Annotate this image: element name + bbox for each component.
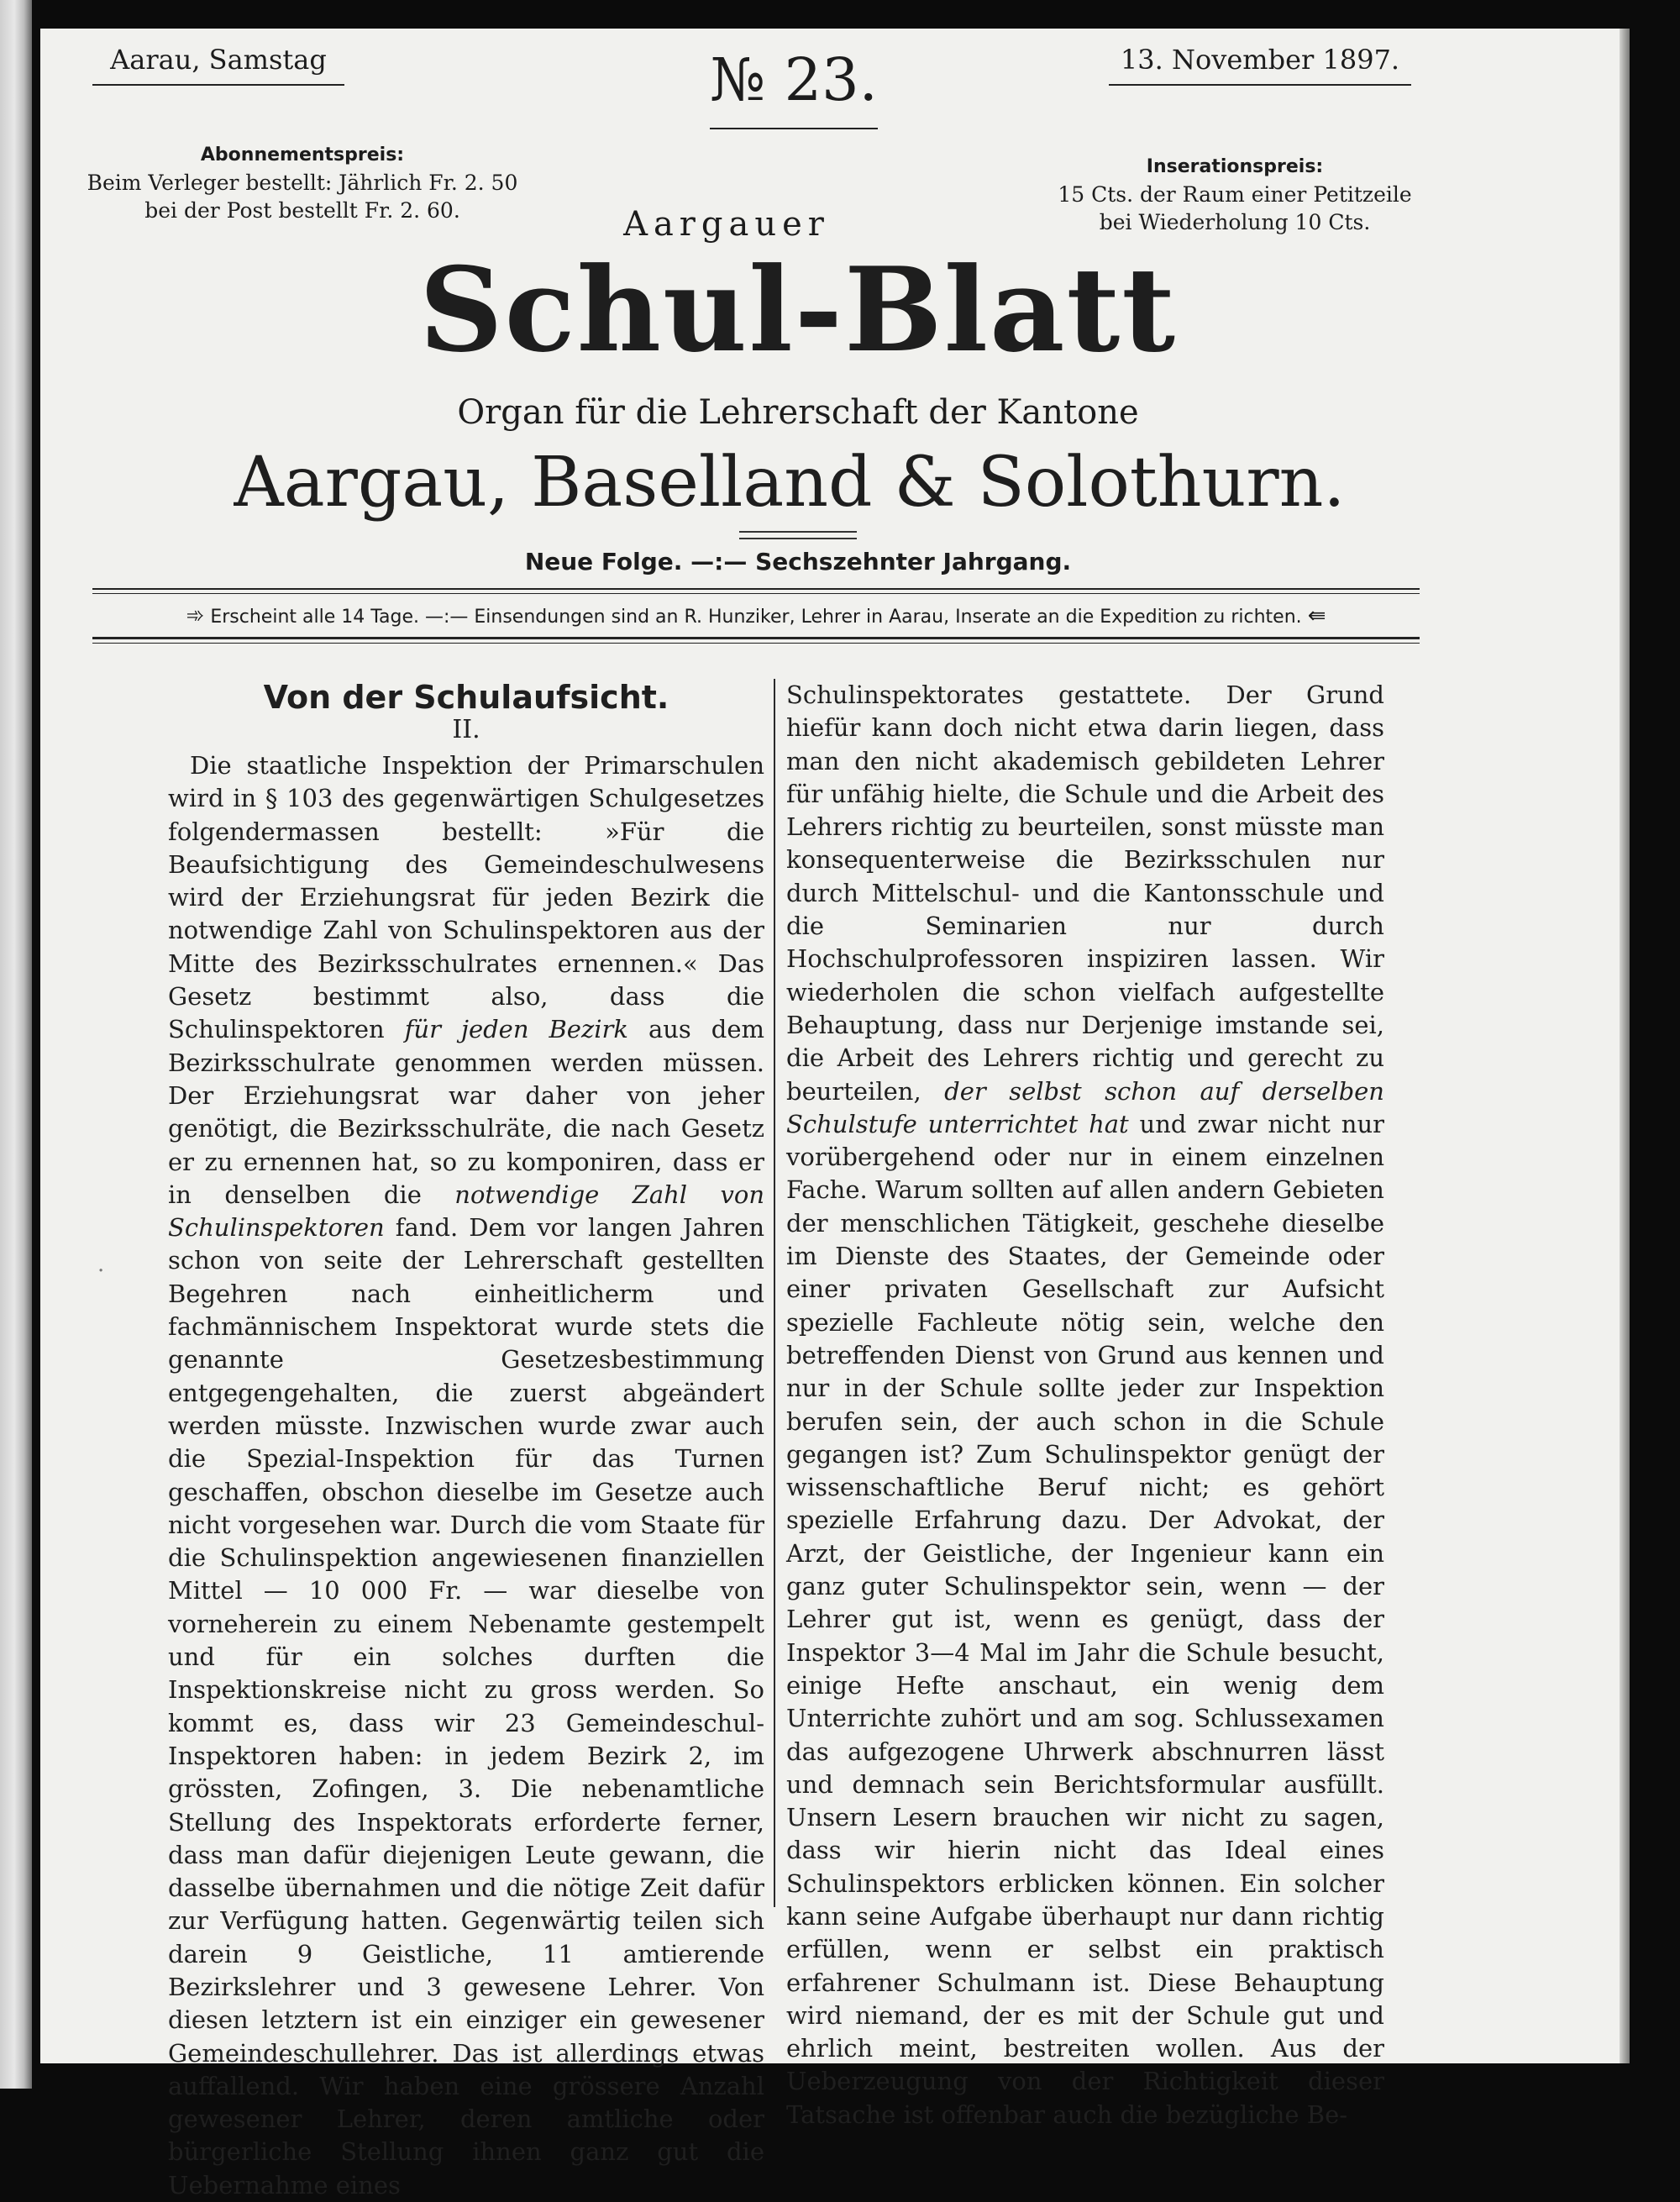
subscription-line-2: bei der Post bestellt Fr. 2. 60.	[144, 198, 460, 223]
article-paragraph: Die staatliche Inspektion der Primarschulen wird in § 103 des gegenwärtigen Schulgesetzes folgendermassen bestellt: »Für die Beaufsichtigung des Gemeindeschulwesens wird der Erziehungsrat für jeden Bezirk die notwendige Zahl von Schulinspektoren aus der Mitte des Bezirksschulrates ernennen.« Das Gesetz bestimmt also, dass die Schulinspektoren für jeden Bezirk aus dem Bezirksschulrate genommen werden müssen. Der Erziehungsrat war daher von jeher genötigt, die Bezirksschulräte, die nach Gesetz er zu ernennen hat, so zu komponiren, dass er in denselben die notwendige Zahl von Schulinspektoren fand. Dem vor langen Jahren schon von seite der Lehrerschaft gestellten Begehren nach einheitlicherm und fachmännischem Inspektorat wurde stets die genannte Gesetzesbestimmung entgegengehalten, die zuerst abgeändert werden müsste. Inzwischen wurde zwar auch die Spezial-Inspektion für das Turnen geschaffen, obschon dieselbe im Gesetze auch nicht vorgesehen war. Durch die vom Staate für die Schulinspektion angewiesenen finanziellen Mittel — 10 000 Fr. — war dieselbe von vorneherein zu einem Nebenamte gestempelt und für ein solches durften die Inspektionskreise nicht zu gross werden. So kommt es, dass wir 23 Gemeindeschul-Inspektoren haben: in jedem Bezirk 2, im grössten, Zofingen, 3. Die nebenamtliche Stellung des Inspektorats erforderte ferner, dass man dafür diejenigen Leute gewann, die dasselbe übernahmen und die nötige Zeit dafür zur Verfügung hatten. Gegenwärtig teilen sich darein 9 Geistliche, 11 amtierende Bezirkslehrer und 3 gewesene Lehrer. Von diesen letztern ist ein einziger ein gewesener Gemeindeschullehrer. Das ist allerdings etwas auffallend. Wir haben eine grössere Anzahl gewesener Lehrer, deren amtliche oder bürgerliche Stellung ihnen ganz gut die Uebernahme eines	[168, 751, 765, 2199]
notice-band-top-rule	[92, 588, 1420, 594]
series-line: Neue Folge. —:— Sechszehnter Jahrgang.	[524, 548, 1072, 575]
book-binding-edge	[0, 0, 32, 2089]
page-edge-shadow	[1620, 29, 1630, 2063]
insertion-line-1: 15 Cts. der Raum einer Petitzeile	[1058, 182, 1412, 207]
insertion-line-2: bei Wiederholung 10 Cts.	[1099, 210, 1371, 234]
notice-band	[92, 603, 1420, 628]
issue-number-rule	[710, 128, 878, 129]
pointing-hand-left-icon: ⇚	[1307, 603, 1326, 628]
notice-band-text: Erscheint alle 14 Tage. —:— Einsendungen sind an R. Hunziker, Lehrer in Aarau, Inserate an die Expedition zu richten.	[210, 607, 1302, 628]
paper-title: Schul-Blatt	[418, 241, 1178, 378]
pointing-hand-right-icon: ➾	[186, 603, 205, 628]
masthead-date: 13. November 1897.	[1109, 44, 1411, 86]
article-title: Von der Schulaufsicht.	[263, 679, 669, 716]
print-speck: ·	[97, 1259, 105, 1284]
masthead-place-day: Aarau, Samstag	[92, 44, 344, 86]
article-paragraph-continued: Schulinspektorates gestattete. Der Grund hiefür kann doch nicht etwa darin liegen, dass man den nicht akademisch gebildeten Lehrer für unfähig hielte, die Schule und die Arbeit des Lehrers richtig zu beurteilen, sonst müsste man konsequenterweise die Bezirksschulen nur durch Mittelschul- und die Kantonsschule und die Seminarien nur durch Hochschulprofessoren inspiziren lassen. Wir wiederholen die schon vielfach aufgestellte Behauptung, dass nur Derjenige imstande sei, die Arbeit des Lehrers richtig und gerecht zu beurteilen, der selbst schon auf derselben Schulstufe unterrichtet hat und zwar nicht nur vorübergehend oder nur in einem einzelnen Fache. Warum sollten auf allen andern Gebieten der menschlichen Tätigkeit, geschehe dieselbe im Dienste des Staates, der Gemeinde oder einer privaten Gesellschaft zur Aufsicht spezielle Fachleute nötig sein, welche den betreffenden Dienst von Grund aus kennen und nur in der Schule sollte jeder zur Inspektion berufen sein, der auch schon in die Schule gegangen ist? Zum Schulinspektor genügt der wissenschaftliche Beruf nicht; es gehört spezielle Erfahrung dazu. Der Advokat, der Arzt, der Geistliche, der Ingenieur kann ein ganz guter Schulinspektor sein, wenn — der Lehrer gut ist, wenn es genügt, dass der Inspektor 3—4 Mal im Jahr die Schule besucht, einige Hefte anschaut, ein wenig dem Unterrichte zuhört und am sog. Schlussexamen das aufgezogene Uhrwerk abschnurren lässt und demnach sein Berichtsformular ausfüllt. Unsern Lesern brauchen wir nicht zu sagen, dass wir hierin nicht das Ideal eines Schulinspektors erblicken können. Ein solcher kann seine Aufgabe überhaupt nur dann richtig erfüllen, wenn er selbst ein praktisch erfahrener Schulmann ist. Diese Behauptung wird niemand, der es mit der Schule gut und ehrlich meint, bestreiten wollen. Aus der Ueberzeugung von der Richtigkeit dieser Tatsache ist offenbar auch die bezügliche Be-	[786, 681, 1384, 2129]
article-column-right	[786, 679, 1384, 2131]
paper-subtitle: Aargauer	[623, 205, 830, 244]
article-part-number: II.	[452, 715, 480, 744]
notice-band-bottom-rule	[92, 637, 1420, 644]
insertion-price	[1000, 153, 1470, 236]
subscription-price	[67, 141, 538, 224]
subscription-line-1: Beim Verleger bestellt: Jährlich Fr. 2. 50	[87, 171, 518, 195]
ornamental-double-rule	[739, 531, 857, 539]
column-divider	[774, 679, 775, 1907]
issue-number: № 23.	[710, 45, 878, 114]
paper-organ-line: Organ für die Lehrerschaft der Kantone	[457, 393, 1139, 432]
article-column-left	[168, 679, 764, 2202]
insertion-heading: Inserationspreis:	[1146, 156, 1324, 177]
paper-cantons-line: Aargau, Baselland & Solothurn.	[234, 443, 1346, 523]
subscription-heading: Abonnementspreis:	[200, 145, 405, 166]
